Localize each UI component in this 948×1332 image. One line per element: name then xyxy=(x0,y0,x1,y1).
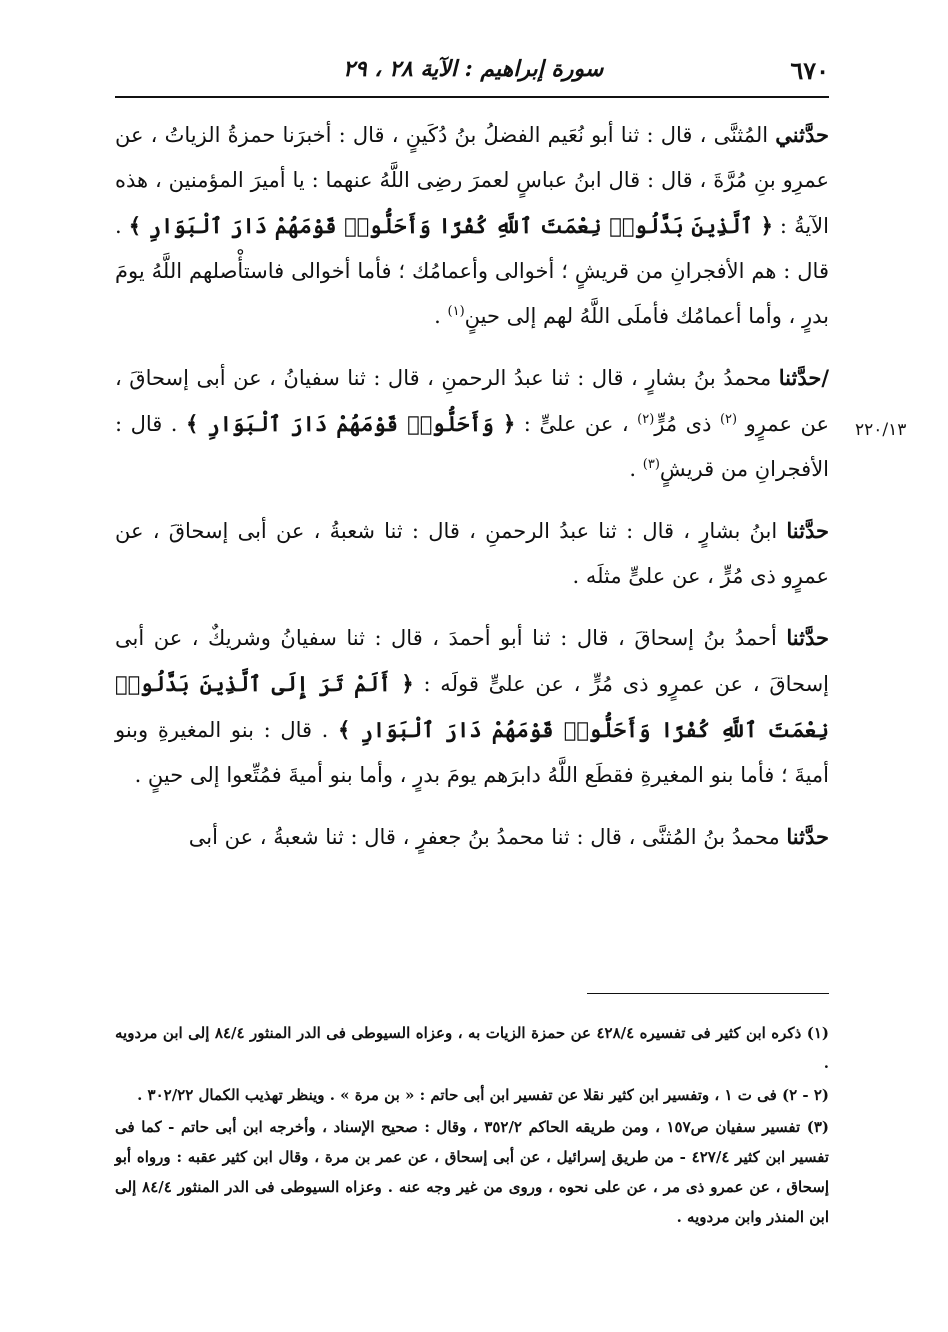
header-rule xyxy=(115,96,829,98)
text-segment: . xyxy=(629,457,643,481)
paragraph xyxy=(115,814,829,860)
page-header xyxy=(115,52,829,100)
margin-reference: ٢٢٠/١٣ xyxy=(855,420,907,440)
text-segment: المُثنَّى ، قال : ثنا أبو نُعَيم الفضلُ بنُ دُكَينٍ ، قال : أخبرَنا حمزةُ الزياتُ ، عن عمرِو بنِ مُرَّةَ ، قال : قال ابنُ عباسٍ لعمرَ رضِى اللَّهُ عنهما : يا أميرَ المؤمنين ، هذه الآيةُ : xyxy=(115,123,829,238)
paragraph xyxy=(115,508,829,599)
footnote-marker: (٢) xyxy=(637,412,655,427)
paragraph-lead-word: حدَّثنا xyxy=(786,625,829,650)
paragraph xyxy=(115,615,829,798)
text-segment: ذى مُرٍّ xyxy=(654,412,720,436)
footnote: (٣) تفسير سفيان ص١٥٧ ، ومن طريقه الحاكم ٣٥٢/٢ ، وقال : صحيح الإسناد ، وأخرجه ابن أبى حاتم - كما فى تفسير ابن كثير ٤٢٧/٤ - من طريق إسرائيل ، عن أبى إسحاق ، عن عمر بن مرة ، وقال ابن كثير عقبه : ورواه أبو إسحاق ، عن عمرو ذى مر ، عن على نحوه ، وروى من غير وجه عنه . وعزاه السيوطى فى الدر المنثور ٨٤/٤ إلى ابن المنذر وابن مردويه . xyxy=(115,1118,830,1226)
text-segment: . xyxy=(434,304,448,328)
text-segment: محمدُ بنُ المُثنَّى ، قال : ثنا محمدُ بنُ جعفرٍ ، قال : ثنا شعبةُ ، عن أبى xyxy=(188,825,787,849)
quran-verse: ﴿ أَلَمْ تَرَ إِلَى ٱلَّذِينَ بَدَّلُوا۟ نِعْمَتَ ٱللَّهِ كُفْرًا وَأَحَلُّوا۟ قَوْمَهُمْ دَارَ ٱلْبَوَارِ ﴾ xyxy=(115,671,829,742)
text-segment: أحمدُ بنُ إسحاقَ ، قال : ثنا أبو أحمدَ ، قال : ثنا سفيانُ وشريكٌ ، عن أبى إسحاقَ ، عن عمرٍو ذى مُرٍّ ، عن علىٍّ قولَه : xyxy=(115,626,830,696)
paragraph xyxy=(115,112,829,339)
paragraph xyxy=(115,355,829,492)
footnote-separator xyxy=(587,993,829,994)
footnotes xyxy=(115,1018,829,1234)
text-segment: . قال : الأفجرانِ من قريشٍ xyxy=(115,412,829,481)
main-text xyxy=(115,112,829,876)
paragraph-lead-word: حدَّثنا xyxy=(786,824,829,849)
paragraph-lead-word: حدَّثنا xyxy=(786,518,829,543)
text-segment: محمدُ بنُ بشارٍ ، قال : ثنا عبدُ الرحمنِ ، قال : ثنا سفيانُ ، عن أبى إسحاقَ ، عن عمرٍو xyxy=(115,366,829,436)
quran-verse: ﴿ ٱلَّذِينَ بَدَّلُوا۟ نِعْمَتَ ٱللَّهِ كُفْرًا وَأَحَلُّوا۟ قَوْمَهُمْ دَارَ ٱلْبَوَارِ ﴾ xyxy=(128,213,773,238)
footnote: (١) ذكره ابن كثير فى تفسيره ٤٢٨/٤ عن حمزة الزيات به ، وعزاه السيوطى فى الدر المنثور ٨٤/٤ إلى ابن مردويه . xyxy=(115,1024,829,1072)
text-segment: . قال : هم الأفجرانِ من قريشٍ ؛ أخوالى وأعمامُك ؛ فأما أخوالى فاستأْصلهم اللَّهُ يومَ بدرٍ ، وأما أعمامُك فأملَى اللَّهُ لهم إلى حينٍ xyxy=(115,214,829,328)
running-head: سورة إبراهيم : الآية ٢٨ ، ٢٩ xyxy=(343,56,604,82)
footnote-marker: (٢) xyxy=(719,412,738,427)
text-segment: . قال : بنو المغيرةِ وبنو أميةَ ؛ فأما بنو المغيرةِ فقطَع اللَّهُ دابرَهم يومَ بدرٍ ، وأما بنو أميةَ فمُتِّعوا إلى حينٍ . xyxy=(115,718,829,787)
page-number: ٦٧٠ xyxy=(790,56,829,85)
footnote-marker: (١) xyxy=(447,304,465,319)
footnote: (٢ - ٢) فى ت ١ ، وتفسير ابن كثير نقلا عن تفسير ابن أبى حاتم : « بن مرة » . وينظر تهذيب الكمال ٣٠٢/٢٢ . xyxy=(137,1086,829,1104)
text-segment: ابنُ بشارٍ ، قال : ثنا عبدُ الرحمنِ ، قال : ثنا شعبةُ ، عن أبى إسحاقَ ، عن عمرٍو ذى مُرٍّ ، عن علىٍّ مثلَه . xyxy=(115,519,829,588)
quran-verse: ﴿ وَأَحَلُّوا۟ قَوْمَهُمْ دَارَ ٱلْبَوَارِ ﴾ xyxy=(185,411,516,436)
paragraph-lead-word: حدَّثني xyxy=(775,122,829,147)
footnote-marker: (٣) xyxy=(642,457,660,472)
paragraph-lead-word: /حدَّثنا xyxy=(778,365,829,390)
text-segment: ، عن علىٍّ : xyxy=(515,412,638,436)
